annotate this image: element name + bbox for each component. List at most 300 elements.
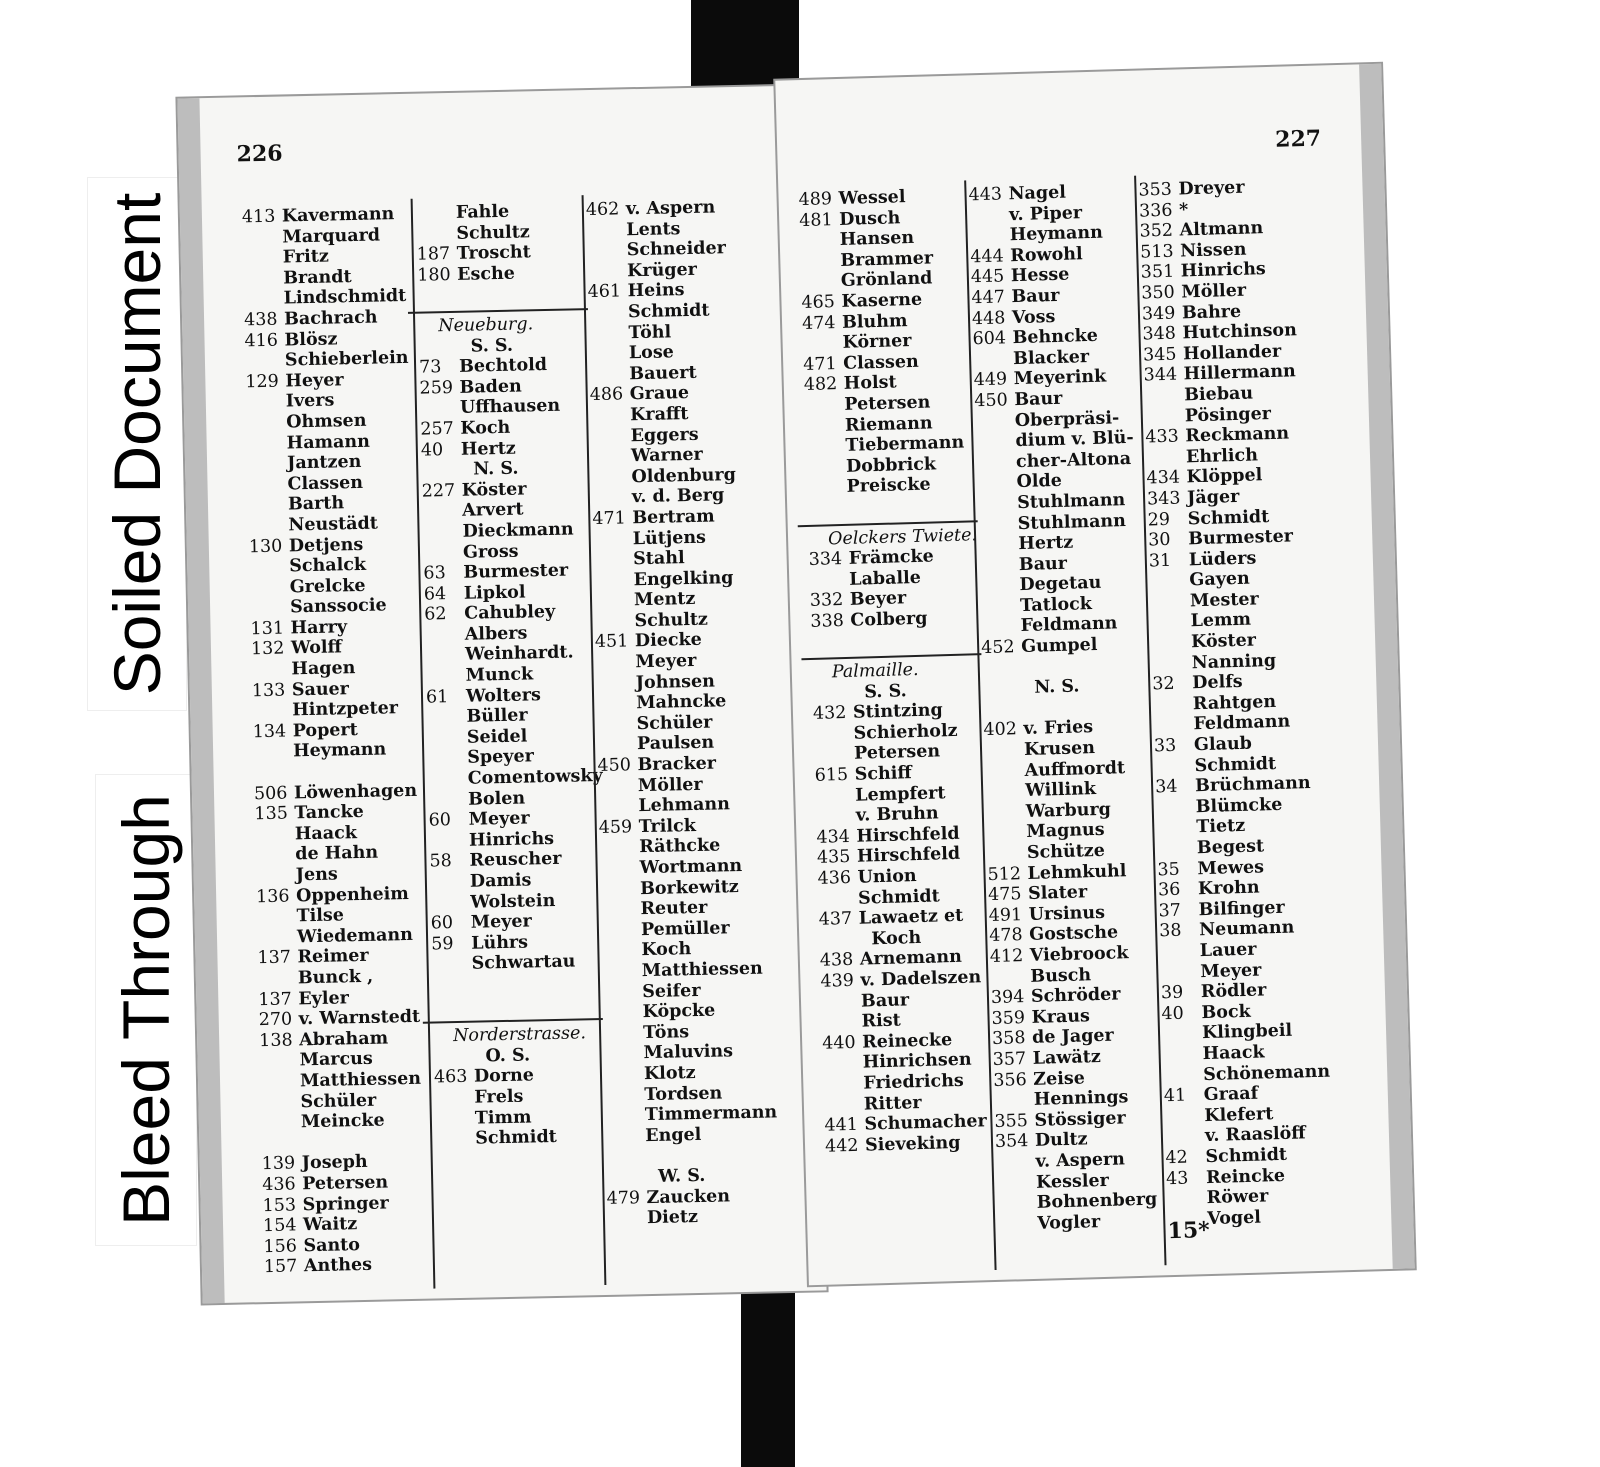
- resident-name: Krusen: [1023, 738, 1096, 761]
- resident-name: Seidel: [466, 726, 528, 748]
- house-number: 435: [816, 847, 851, 869]
- resident-name: Matthiessen: [641, 958, 763, 982]
- house-number: [816, 806, 856, 807]
- house-number: 130: [248, 536, 283, 557]
- house-number: [591, 467, 631, 468]
- resident-name: Brüchmann: [1194, 773, 1311, 797]
- resident-name: Blösz: [284, 328, 338, 351]
- resident-name: Hollander: [1182, 341, 1282, 365]
- resident-name: Engelking: [633, 567, 734, 590]
- resident-name: Abraham: [298, 1028, 389, 1051]
- house-number: [253, 742, 293, 743]
- resident-name: Mewes: [1197, 856, 1265, 879]
- resident-name: Gayen: [1189, 568, 1250, 591]
- house-number: [800, 251, 840, 252]
- resident-name: Schmidt: [1187, 506, 1270, 529]
- resident-name: Baur: [1018, 553, 1068, 575]
- resident-name: Bock: [1201, 1001, 1252, 1023]
- resident-name: Gumpel: [1020, 634, 1098, 658]
- resident-name: Classen: [842, 351, 919, 374]
- resident-name: Haack: [1202, 1042, 1265, 1065]
- resident-name: Heins: [627, 280, 685, 302]
- house-number: 615: [814, 764, 849, 786]
- resident-name: Timm: [474, 1107, 532, 1129]
- house-number: 450: [597, 755, 632, 777]
- house-number: 34: [1154, 776, 1178, 798]
- house-number: [258, 968, 298, 969]
- resident-name: Meyer: [1200, 960, 1262, 982]
- house-number: 60: [428, 810, 452, 831]
- resident-name: Krohn: [1197, 877, 1260, 900]
- house-number: 489: [798, 189, 833, 211]
- resident-name: de Jager: [1031, 1025, 1115, 1049]
- resident-name: Bunck ,: [297, 966, 374, 989]
- resident-name: Reuscher: [469, 849, 562, 872]
- house-number: [600, 899, 640, 900]
- house-number: 441: [824, 1114, 859, 1136]
- house-number: [1157, 838, 1197, 839]
- resident-name: Seifer: [642, 980, 701, 1002]
- resident-name: Hertz: [1018, 532, 1074, 555]
- resident-name: Wolff: [290, 637, 343, 659]
- resident-name: Wiedemann: [296, 924, 414, 948]
- resident-name: Weinhardt.: [464, 642, 574, 666]
- house-number: [1160, 941, 1200, 942]
- resident-name: Bracker: [637, 753, 717, 776]
- house-number: 445: [970, 266, 1005, 288]
- house-number: 29: [1147, 509, 1171, 530]
- house-number: [984, 740, 1024, 741]
- resident-name: Neumann: [1198, 917, 1295, 941]
- house-number: [593, 570, 633, 571]
- resident-name: Engel: [645, 1124, 702, 1146]
- house-number: 38: [1158, 921, 1182, 942]
- house-number: [812, 682, 852, 683]
- resident-name: Fritz: [282, 246, 330, 268]
- house-number: [605, 1105, 645, 1106]
- resident-name: Schwartau: [471, 951, 576, 975]
- resident-name: Schmidt: [627, 300, 710, 323]
- resident-name: Lose: [628, 342, 675, 364]
- house-number: 359: [991, 1007, 1026, 1029]
- resident-name: Hinrichsen: [862, 1049, 972, 1073]
- house-number: 63: [423, 563, 446, 584]
- resident-name: Wortmann: [639, 856, 743, 879]
- resident-name: Voss: [1011, 306, 1056, 328]
- house-number: 462: [585, 199, 620, 221]
- resident-name: Oelckers Twiete.: [827, 524, 978, 549]
- resident-name: Reckmann: [1185, 423, 1290, 447]
- house-number: 353: [1138, 179, 1173, 201]
- house-number: [428, 769, 468, 770]
- house-number: [824, 1094, 864, 1095]
- bleed-through-label: Bleed Through: [96, 775, 196, 1245]
- house-number: 436: [262, 1174, 296, 1196]
- resident-name: Busch: [1030, 964, 1092, 987]
- resident-name: Hintzpeter: [292, 698, 399, 721]
- resident-name: *: [1178, 199, 1189, 221]
- house-number: 37: [1158, 900, 1182, 922]
- house-number: 434: [816, 826, 851, 848]
- resident-name: Schneider: [626, 238, 727, 261]
- resident-name: Gostsche: [1028, 922, 1119, 946]
- resident-name: Sieveking: [864, 1132, 961, 1156]
- resident-name: Eggers: [630, 424, 699, 446]
- house-number: [1156, 818, 1196, 819]
- house-number: [975, 431, 1015, 432]
- resident-name: Timmermann: [644, 1102, 778, 1126]
- house-number: 463: [433, 1067, 468, 1088]
- house-number: [996, 1172, 1036, 1173]
- resident-name: Hinrichs: [468, 828, 555, 851]
- house-number: [977, 493, 1017, 494]
- resident-name: Palmaille.: [831, 659, 919, 683]
- resident-name: Ivers: [285, 390, 335, 412]
- resident-name: Bohnenberg: [1036, 1189, 1158, 1213]
- resident-name: Jäger: [1186, 486, 1240, 509]
- resident-name: Ursinus: [1028, 902, 1106, 925]
- resident-name: Marcus: [299, 1049, 373, 1071]
- house-number: [969, 205, 1009, 206]
- house-number: [242, 227, 282, 228]
- resident-name: Rowohl: [1010, 243, 1083, 266]
- left-page: [177, 86, 826, 1304]
- house-number: 129: [245, 371, 280, 393]
- right-page: [775, 64, 1414, 1285]
- resident-name: Röwer: [1206, 1186, 1269, 1209]
- resident-name: v. Fries: [1023, 717, 1094, 740]
- resident-name: Grönland: [840, 268, 933, 292]
- house-number: [434, 1088, 474, 1089]
- house-number: [1149, 571, 1189, 572]
- directory-entry: [607, 1205, 797, 1230]
- house-number: 438: [243, 309, 278, 331]
- resident-name: Neustädt: [288, 513, 379, 536]
- house-number: [426, 707, 466, 708]
- house-number: [431, 954, 471, 955]
- house-number: 32: [1152, 674, 1175, 695]
- resident-name: Wolstein: [470, 890, 556, 913]
- resident-name: Vogel: [1206, 1207, 1262, 1229]
- house-number: [417, 285, 457, 286]
- resident-name: Sauer: [291, 678, 350, 701]
- house-number: [821, 991, 861, 992]
- house-number: [1155, 797, 1195, 798]
- house-number: 61: [425, 686, 449, 708]
- house-number: [1150, 612, 1190, 613]
- house-number: [589, 343, 629, 344]
- house-number: 475: [987, 884, 1022, 906]
- resident-name: Rist: [861, 1010, 902, 1032]
- house-number: [427, 748, 467, 749]
- house-number: [983, 699, 1023, 700]
- resident-name: N. S.: [1034, 676, 1080, 698]
- house-number: 452: [980, 637, 1015, 659]
- resident-name: Degetau: [1019, 573, 1102, 596]
- resident-name: Schmidt: [1205, 1144, 1288, 1168]
- resident-name: Schüler: [300, 1090, 377, 1112]
- house-number: [1165, 1126, 1205, 1127]
- house-number: 450: [974, 390, 1008, 412]
- resident-name: Koch: [871, 927, 922, 950]
- house-number: [248, 515, 288, 516]
- house-number: [594, 590, 634, 591]
- resident-name: Reuter: [640, 897, 708, 920]
- resident-name: v. Aspern: [625, 197, 716, 220]
- resident-name: Schönemann: [1202, 1061, 1331, 1085]
- page-number: 227: [1274, 125, 1322, 153]
- house-number: 448: [971, 307, 1006, 329]
- house-number: 343: [1146, 488, 1181, 510]
- resident-name: Schierholz: [853, 720, 958, 744]
- resident-name: Popert: [292, 719, 358, 742]
- resident-name: Lindschmidt: [283, 286, 407, 309]
- house-number: [593, 549, 633, 550]
- house-number: [425, 625, 465, 626]
- resident-name: Harry: [290, 617, 348, 639]
- resident-name: Holst: [843, 372, 897, 395]
- resident-name: Esche: [456, 263, 516, 285]
- resident-name: Sanssocie: [289, 595, 387, 618]
- house-number: [590, 426, 630, 427]
- house-number: 332: [809, 590, 844, 612]
- house-number: 358: [991, 1028, 1026, 1050]
- resident-name: Klöppel: [1186, 465, 1263, 488]
- resident-name: Uffhausen: [459, 396, 561, 419]
- house-number: [606, 1146, 646, 1147]
- house-number: [599, 838, 639, 839]
- house-number: 354: [994, 1131, 1029, 1153]
- house-number: [805, 436, 845, 437]
- resident-name: Stuhlmann: [1017, 510, 1127, 534]
- house-number: [416, 223, 456, 224]
- house-number: [982, 658, 1022, 659]
- house-number: [602, 982, 642, 983]
- resident-name: Klefert: [1204, 1103, 1274, 1126]
- house-number: [427, 728, 467, 729]
- house-number: 479: [606, 1187, 641, 1209]
- resident-name: Hirschfeld: [856, 844, 961, 868]
- house-number: [997, 1214, 1037, 1215]
- resident-name: Hamann: [286, 431, 371, 453]
- house-number: 60: [430, 913, 454, 934]
- house-number: [433, 1046, 473, 1047]
- house-number: 40: [420, 439, 444, 461]
- house-number: [979, 555, 1019, 556]
- resident-name: Koch: [460, 417, 511, 439]
- house-number: 156: [263, 1236, 298, 1257]
- house-number: [423, 542, 463, 543]
- resident-name: Preiscke: [846, 474, 931, 498]
- house-number: [814, 744, 854, 745]
- resident-name: v. Piper: [1008, 202, 1083, 225]
- resident-name: Dusch: [838, 207, 901, 230]
- resident-name: Hennings: [1033, 1087, 1129, 1110]
- resident-name: Biebau: [1183, 383, 1254, 406]
- resident-name: Tordsen: [644, 1083, 723, 1105]
- resident-name: Töns: [642, 1021, 690, 1043]
- house-number: [1151, 653, 1191, 654]
- house-number: [247, 454, 287, 455]
- house-number: 413: [241, 206, 276, 228]
- resident-name: Meyerink: [1013, 366, 1107, 390]
- house-number: [428, 789, 468, 790]
- resident-name: Nissen: [1179, 239, 1247, 262]
- resident-name: v. Bruhn: [855, 803, 939, 826]
- resident-name: Borkewitz: [639, 876, 739, 899]
- house-number: 443: [968, 184, 1003, 206]
- resident-name: Warner: [630, 444, 704, 467]
- house-number: [420, 398, 460, 399]
- house-number: 356: [993, 1069, 1027, 1091]
- resident-name: Anthes: [303, 1255, 373, 1277]
- house-number: [598, 796, 638, 797]
- house-number: [807, 498, 847, 499]
- resident-name: Tancke: [294, 802, 364, 824]
- resident-name: Colberg: [850, 608, 928, 631]
- resident-name: Schmidt: [475, 1127, 558, 1149]
- resident-name: Begest: [1196, 836, 1265, 859]
- house-number: [813, 724, 853, 725]
- house-number: [248, 495, 288, 496]
- house-number: [819, 929, 859, 930]
- resident-name: Riemann: [844, 412, 933, 436]
- resident-name: Blümcke: [1195, 794, 1283, 818]
- resident-name: Cahubley: [464, 602, 556, 625]
- resident-name: Lawätz: [1032, 1046, 1102, 1069]
- house-number: [594, 611, 634, 612]
- resident-name: Olde: [1016, 471, 1063, 493]
- resident-name: Tilse: [296, 905, 345, 927]
- house-number: [1144, 385, 1184, 386]
- resident-name: Köster: [1190, 630, 1257, 653]
- resident-name: Zaucken: [646, 1185, 731, 1208]
- resident-name: Lütjens: [632, 527, 707, 549]
- house-number: [435, 1129, 475, 1130]
- house-number: [245, 351, 285, 352]
- house-number: [250, 577, 290, 578]
- house-number: 36: [1157, 879, 1181, 901]
- house-number: [246, 412, 286, 413]
- house-number: [243, 268, 283, 269]
- resident-name: Ehrlich: [1185, 445, 1259, 468]
- resident-name: Heymann: [1009, 222, 1104, 246]
- house-number: [586, 220, 626, 221]
- house-number: [821, 1012, 861, 1013]
- resident-name: Schüler: [636, 712, 713, 735]
- house-number: [996, 1193, 1036, 1194]
- resident-name: Köster: [461, 479, 527, 501]
- house-number: [425, 645, 465, 646]
- house-number: 40: [1161, 1003, 1185, 1025]
- left-column-2: [416, 200, 606, 1150]
- resident-name: Tatlock: [1019, 593, 1093, 616]
- resident-name: Bechtold: [458, 355, 548, 377]
- house-number: [422, 501, 462, 502]
- resident-name: Schiff: [854, 763, 912, 785]
- house-number: [253, 762, 293, 763]
- resident-name: Lipkol: [463, 582, 526, 604]
- resident-name: Feldmann: [1020, 613, 1118, 637]
- resident-name: Kessler: [1035, 1170, 1110, 1193]
- resident-name: Schumacher: [864, 1111, 988, 1135]
- house-number: [1167, 1209, 1207, 1210]
- house-number: 440: [821, 1032, 856, 1054]
- resident-name: Wessel: [838, 187, 906, 209]
- resident-name: Reinecke: [861, 1029, 953, 1053]
- house-number: 139: [261, 1153, 296, 1175]
- house-number: [435, 1108, 475, 1109]
- resident-name: cher-Altona: [1015, 448, 1132, 472]
- house-number: 336: [1138, 200, 1173, 222]
- resident-name: Glaub: [1193, 733, 1253, 756]
- house-number: [1153, 715, 1193, 716]
- resident-name: Hillermann: [1183, 361, 1297, 385]
- resident-name: Dultz: [1034, 1129, 1088, 1152]
- house-number: [1162, 1044, 1202, 1045]
- resident-name: Reincke: [1205, 1165, 1286, 1188]
- bookmark-ribbon-bottom: [741, 1268, 795, 1467]
- resident-name: Baur: [1011, 285, 1060, 308]
- house-number: [802, 333, 842, 334]
- house-number: [599, 858, 639, 859]
- house-number: [243, 289, 283, 290]
- resident-name: Bluhm: [841, 310, 908, 333]
- house-number: 133: [251, 680, 286, 701]
- resident-name: Paulsen: [636, 733, 715, 755]
- house-number: [969, 225, 1009, 226]
- house-number: [600, 879, 640, 880]
- house-number: 513: [1139, 241, 1174, 263]
- resident-name: Tiebermann: [845, 432, 965, 456]
- house-number: [430, 892, 470, 893]
- resident-name: Graue: [629, 383, 690, 405]
- resident-name: Delfs: [1192, 672, 1243, 694]
- house-number: 482: [803, 374, 838, 396]
- house-number: [995, 1152, 1035, 1153]
- house-number: [261, 1112, 301, 1113]
- resident-name: Grelcke: [289, 575, 366, 598]
- resident-name: Nanning: [1191, 650, 1277, 673]
- house-number: [430, 872, 470, 873]
- house-number: 461: [587, 281, 622, 303]
- house-number: [261, 1133, 301, 1134]
- resident-name: Bahre: [1181, 301, 1242, 323]
- resident-name: Bolen: [467, 788, 526, 810]
- house-number: 35: [1157, 859, 1181, 880]
- resident-name: Baden: [459, 376, 522, 398]
- house-number: 348: [1142, 323, 1177, 345]
- resident-name: Brandt: [283, 266, 352, 289]
- house-number: 62: [424, 604, 447, 625]
- resident-name: Möller: [637, 774, 703, 796]
- resident-name: Norderstrasse.: [452, 1023, 587, 1047]
- house-number: 187: [416, 244, 451, 265]
- house-number: [973, 349, 1013, 350]
- house-number: 444: [970, 246, 1004, 268]
- house-number: [259, 1051, 299, 1052]
- house-number: 180: [416, 264, 451, 286]
- house-number: 259: [419, 377, 454, 399]
- house-number: [606, 1167, 646, 1168]
- resident-name: Maluvins: [643, 1041, 734, 1064]
- resident-name: Petersen: [853, 741, 941, 765]
- house-number: [255, 845, 295, 846]
- house-number: 154: [262, 1215, 297, 1237]
- house-number: [801, 271, 841, 272]
- house-number: [806, 477, 846, 478]
- resident-name: Springer: [302, 1192, 389, 1215]
